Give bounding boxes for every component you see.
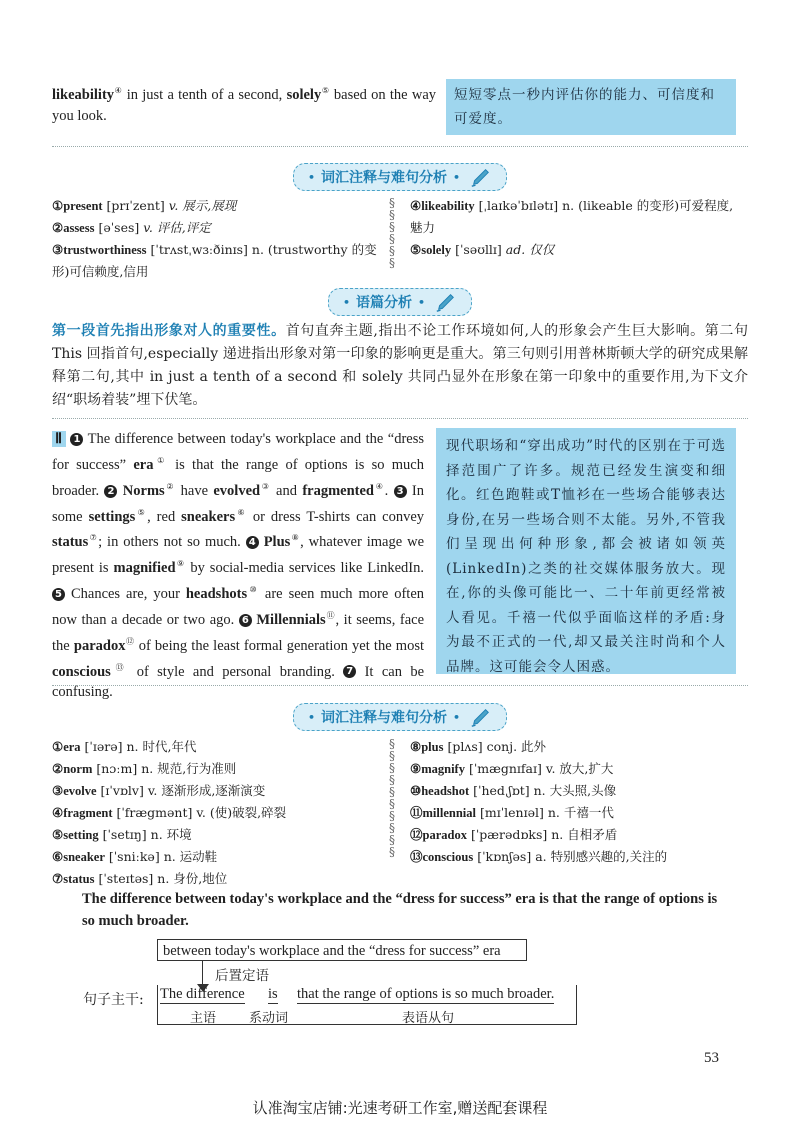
divider-2 bbox=[52, 418, 748, 419]
vocab-list-1-left bbox=[52, 195, 382, 283]
verb: is bbox=[268, 986, 278, 1002]
trunk-label: 句子主干: bbox=[83, 992, 144, 1008]
modifier-box: between today's workplace and the “dress for success” era bbox=[157, 939, 527, 961]
analysis-text: 第一段首先指出形象对人的重要性。首句直奔主题,指出不论工作环境如何,人的形象会产生巨大影响。第二句 This 回指首句,especially 递进指出形象对第一印象的影响更是重大。第三句则引用普林斯顿大学的研究成果解释第二句,其中 in just a tenth of a second 和 solely 共同凸显外在形象在第一印象中的重要作用,为下文介绍“职场着装”埋下伏笔。 bbox=[52, 323, 748, 408]
vocab-list-2-right bbox=[410, 736, 745, 868]
top-chinese-translation: 短短零点一秒内评估你的能力、可信度和可爱度。 bbox=[446, 79, 736, 135]
predicative: that the range of options is so much broader. bbox=[297, 986, 555, 1002]
vocab-item: ④likeability [ˌlaɪkəˈbɪlətɪ] n. (likeable 的变形)可爱程度,魅力 bbox=[410, 198, 734, 235]
roman-numeral: Ⅱ bbox=[52, 431, 66, 447]
vocab-item: ⑦status [ˈsteɪtəs] n. 身份,地位 bbox=[52, 871, 228, 886]
vocab-item: ③evolve [ɪˈvɒlv] v. 逐渐形成,逐渐演变 bbox=[52, 783, 266, 798]
verb-label: 系动词 bbox=[249, 1011, 289, 1026]
vocab-item: ④fragment [ˈfrægmənt] v. (使)破裂,碎裂 bbox=[52, 805, 287, 820]
vocab-item: ②norm [nɔːm] n. 规范,行为准则 bbox=[52, 761, 237, 776]
footer-text: 认准淘宝店铺:光速考研工作室,赠送配套课程 bbox=[252, 1099, 548, 1117]
subject: The difference bbox=[160, 986, 245, 1002]
wavy-separator: § § § § § § bbox=[389, 196, 395, 270]
vocab-item: ⑨magnify [ˈmægnɪfaɪ] v. 放大,扩大 bbox=[410, 761, 614, 776]
wavy-separator: § § § § § § § § § § bbox=[389, 737, 395, 859]
vocab-item: ⑧plus [plʌs] conj. 此外 bbox=[410, 739, 547, 754]
divider-1 bbox=[52, 146, 748, 147]
vocab-banner-2: • 词汇注释与难句分析 • bbox=[293, 703, 507, 731]
pen-icon bbox=[470, 166, 492, 188]
vocab-item: ②assess [əˈses] v. 评估,评定 bbox=[52, 220, 211, 235]
vocab-item: ①era [ˈɪərə] n. 时代,年代 bbox=[52, 739, 197, 754]
vocab-banner-1: • 词汇注释与难句分析 • bbox=[293, 163, 507, 191]
pen-icon bbox=[470, 706, 492, 728]
vocab-item: ③trustworthiness [ˈtrʌstˌwɜːðinɪs] n. (trustworthy 的变形)可信赖度,信用 bbox=[52, 242, 377, 279]
vocab-list-2-left bbox=[52, 736, 382, 890]
analysis-banner: • 语篇分析 • bbox=[328, 288, 472, 316]
modifier-label: 后置定语 bbox=[215, 968, 269, 984]
paragraph-2-english: Ⅱ 1 The difference between today's workplace and the “dress for success” era① is that the range of options is so much broader. 2 Norms② have evolved③ and fragmented④. 3 In some settings⑤, red sneakers⑥ or dress T-shirts can convey status⑦; in others not so much. 4 Plus⑧, whatever image we present is magnified⑨ by social-media services like LinkedIn. 5 Chances are, your headshots⑩ are seen much more often now than a decade or two ago. 6 Millennials⑪, it seems, face the paradox⑫ of being the least formal generation yet the most conscious⑬ of style and personal branding. 7 It can be confusing. bbox=[52, 431, 425, 701]
hard-sentence: The difference between today's workplace and the “dress for success” era is that the range of options is so much broader. bbox=[82, 891, 718, 929]
subject-label: 主语 bbox=[190, 1011, 217, 1026]
vocab-item: ⑤solely [ˈsəʊllɪ] ad. 仅仅 bbox=[410, 242, 555, 257]
vocab-item: ⑥sneaker [ˈsniːkə] n. 运动鞋 bbox=[52, 849, 218, 864]
vocab-item: ⑤setting [ˈsetɪŋ] n. 环境 bbox=[52, 827, 192, 842]
pen-icon bbox=[435, 291, 457, 313]
page-number: 53 bbox=[704, 1050, 719, 1066]
vocab-list-1-right bbox=[410, 195, 745, 261]
vocab-item: ⑩headshot [ˈhedˌʃɒt] n. 大头照,头像 bbox=[410, 783, 617, 798]
vocab-item: ⑪millennial [mɪˈlenɪəl] n. 千禧一代 bbox=[410, 805, 614, 820]
paragraph-2-chinese-translation: 现代职场和“穿出成功”时代的区别在于可选择范围广了许多。规范已经发生演变和细化。红色跑鞋或T恤衫在一些场合能够表达身份,在另一些场合则不太能。另外,不管我们呈现出何种形象,都会被诸如领英(LinkedIn)之类的社交媒体服务放大。现在,你的头像可能比一、二十年前更经常被人看见。千禧一代似乎面临这样的矛盾:身为最不正式的一代,却又最关注时尚和个人品牌。这可能会令人困惑。 bbox=[436, 428, 736, 674]
vocab-item: ⑫paradox [ˈpærədɒks] n. 自相矛盾 bbox=[410, 827, 618, 842]
vocab-item: ⑬conscious [ˈkɒnʃəs] a. 特别感兴趣的,关注的 bbox=[410, 849, 668, 864]
vocab-item: ①present [prɪˈzent] v. 展示,展现 bbox=[52, 198, 237, 213]
predicative-label: 表语从句 bbox=[402, 1011, 455, 1026]
top-english-text: likeability④ in just a tenth of a second, solely⑤ based on the way you look. bbox=[52, 86, 437, 124]
divider-3 bbox=[52, 685, 748, 686]
